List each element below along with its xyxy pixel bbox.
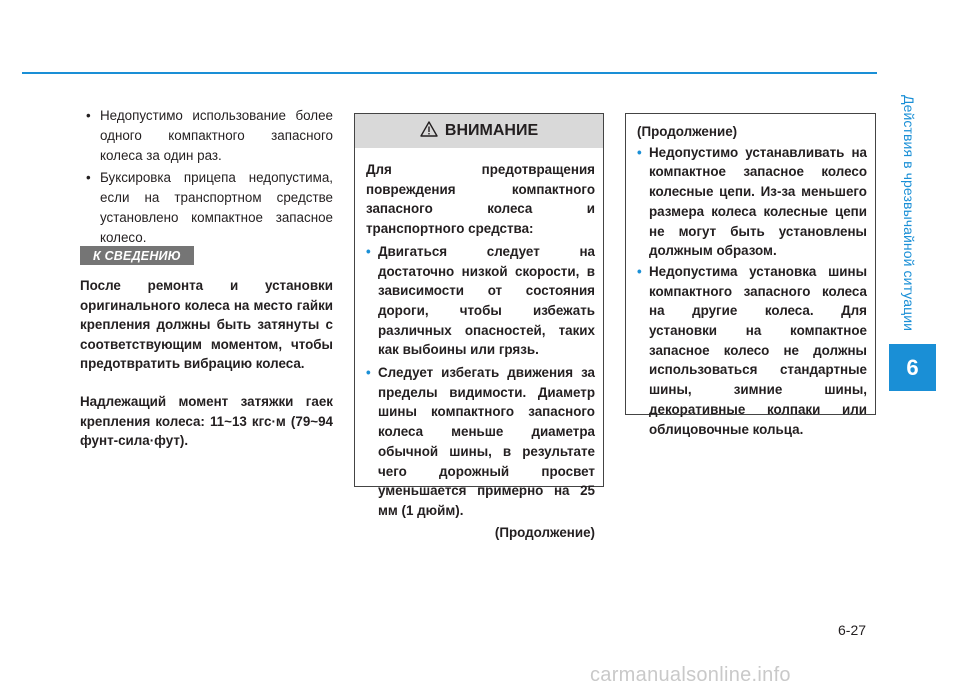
list-item: • Буксировка прицепа недопустима, если на транспортном средстве установлено компактное запасное колесо. — [80, 168, 333, 248]
page-number: 6-27 — [838, 622, 867, 638]
warning-body — [355, 148, 603, 542]
list-item: • Недопустимо устанавливать на компактное запасное колесо колесные цепи. Из-за меньшего размера колеса колесные цепи не могут быть установлены должным образом. — [637, 143, 867, 261]
warning-triangle-icon — [420, 121, 438, 142]
left-column-bullets — [80, 106, 333, 250]
section-title: Действия в чрезвычайной ситуации — [901, 95, 917, 332]
list-item: • Недопустимо использование более одного компактного запасного колеса за один раз. — [80, 106, 333, 166]
warning-title: ВНИМАНИЕ — [444, 122, 539, 139]
section-title-vertical — [889, 86, 929, 341]
continued-box — [625, 113, 876, 437]
chapter-tab[interactable]: 6 — [889, 344, 936, 391]
top-rule — [22, 72, 877, 74]
info-paragraph: После ремонта и установки оригинального колеса на место гайки крепления должны быть затянуты с соответствующим моментом, чтобы предотвратить вибрацию колеса. — [80, 278, 333, 371]
warning-header — [355, 114, 603, 148]
list-item: • Недопустима установка шины компактного запасного колеса на другие колеса. Для установки на компактное запасное колесо не должны использоваться стандартные шины, зимние шины, декоративные колпаки или облицовочные кольца. — [637, 262, 867, 439]
warning-box — [354, 113, 604, 540]
continued-header: (Продолжение) — [637, 124, 738, 139]
continued-note: (Продолжение) — [494, 524, 595, 540]
info-label: К СВЕДЕНИЮ — [80, 246, 194, 265]
warning-intro: Для предотвращения повреждения компактного запасного колеса и транспортного средства: — [366, 162, 595, 237]
list-item: • Двигаться следует на достаточно низкой скорости, в зависимости от состояния дороги, чтобы избежать различных опасностей, таких как выбоины или грязь. — [366, 242, 595, 360]
list-item: • Следует избегать движения за пределы видимости. Диаметр шины компактного запасного колеса меньше диаметра обычной шины, в результате чего дорожный просвет уменьшается примерно на 25 мм (1 дюйм). — [366, 363, 595, 521]
watermark: carmanualsonline.info — [590, 664, 791, 686]
info-paragraph: Надлежащий момент затяжки гаек крепления колеса: 11~13 кгс·м (79~94 фунт-сила·фут). — [80, 394, 333, 448]
